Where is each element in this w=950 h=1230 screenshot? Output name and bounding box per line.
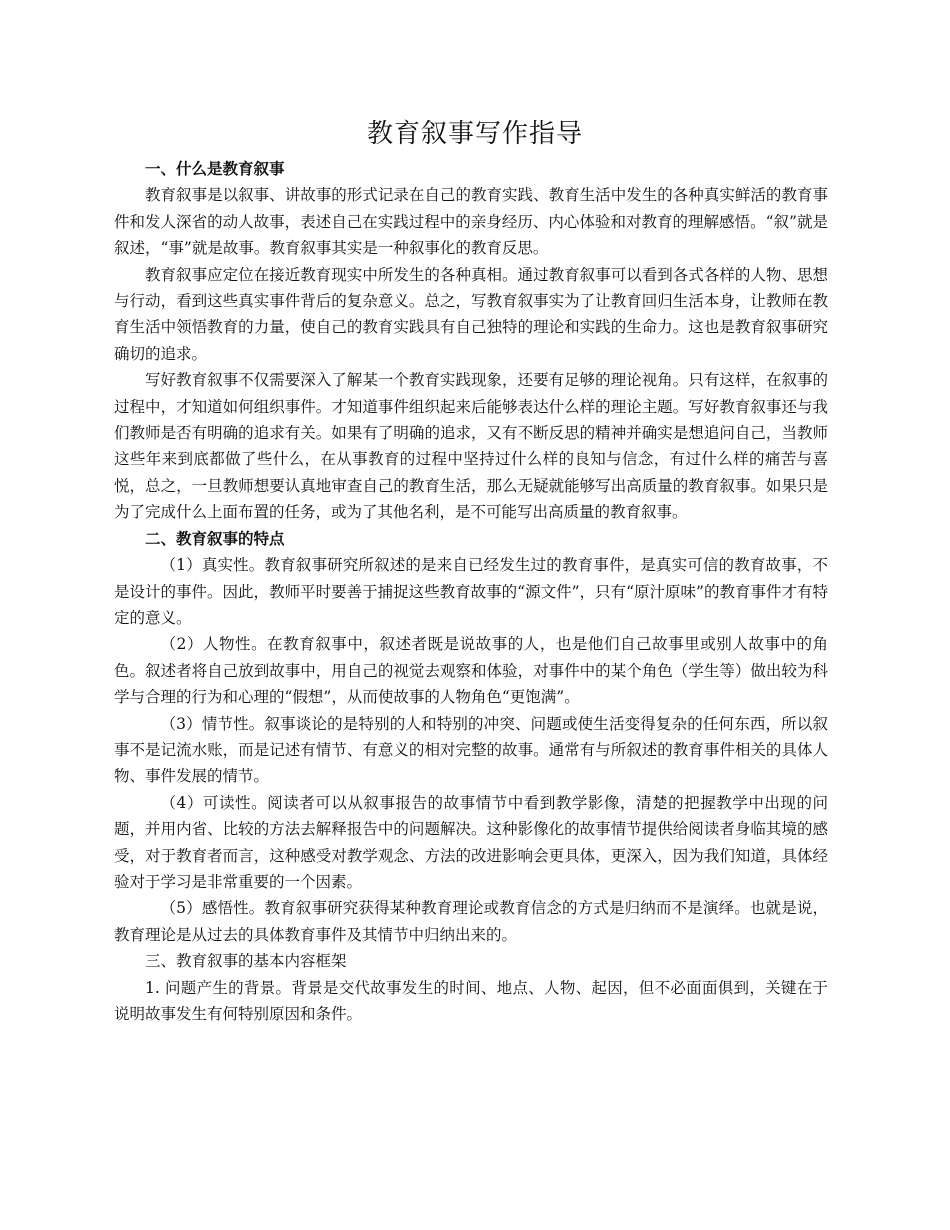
document-title: 教育叙事写作指导	[366, 119, 583, 149]
section-heading-1: 一、什么是教育叙事	[145, 159, 285, 178]
framework-item-1: 1. 问题产生的背景。背景是交代故事发生的时间、地点、人物、起因，但不必面面俱到，关键在于说明故事发生有何特别原因和条件。	[114, 978, 829, 1023]
section-1-paragraph-1: 教育叙事是以叙事、讲故事的形式记录在自己的教育实践、教育生活中发生的各种真实鲜活的教育事件和发人深省的动人故事，表述自己在实践过程中的亲身经历、内心体验和对教育的理解感悟。“叙”就是叙述，“事”就是故事。教育叙事其实是一种叙事化的教育反思。	[114, 186, 828, 258]
document-body	[114, 156, 828, 1027]
feature-item-insight: （5）感悟性。教育叙事研究获得某种教育理论或教育信念的方式是归纳而不是演绎。也就是说，教育理论是从过去的具体教育事件及其情节中归纳出来的。	[114, 899, 828, 944]
feature-item-authenticity: （1）真实性。教育叙事研究所叙述的是来自已经发生过的教育事件，是真实可信的教育故事，不是设计的事件。因此，教师平时要善于捕捉这些教育故事的“源文件”，只有“原汁原味”的教育事件才有特定的意义。	[114, 556, 828, 627]
section-1-paragraph-3: 写好教育叙事不仅需要深入了解某一个教育实践现象，还要有足够的理论视角。只有这样，在叙事的过程中，才知道如何组织事件。才知道事件组织起来后能够表达什么样的理论主题。写好教育叙事还与我们教师是否有明确的追求有关。如果有了明确的追求，又有不断反思的精神并确实是想追问自己，当教师这些年来到底都做了些什么，在从事教育的过程中坚持过什么样的良知与信念，有过什么样的痛苦与喜悦，总之，一旦教师想要认真地审查自己的教育生活，那么无疑就能够写出高质量的教育叙事。如果只是为了完成什么上面布置的任务，或为了其他名利，是不可能写出高质量的教育叙事。	[114, 371, 828, 522]
section-heading-2: 二、教育叙事的特点	[145, 528, 285, 548]
section-heading-3: 三、教育叙事的基本内容框架	[145, 952, 347, 971]
feature-item-readability: （4）可读性。阅读者可以从叙事报告的故事情节中看到教学影像，清楚的把握教学中出现的问题，并用内省、比较的方法去解释报告中的问题解决。这种影像化的故事情节提供给阅读者身临其境的感受，对于教育者而言，这种感受对教学观念、方法的改进影响会更具体，更深入，因为我们知道，具体经验对于学习是非常重要的一个因素。	[114, 793, 828, 891]
section-1-paragraph-2: 教育叙事应定位在接近教育现实中所发生的各种真相。通过教育叙事可以看到各式各样的人物、思想与行动，看到这些真实事件背后的复杂意义。总之，写教育叙事实为了让教育回归生活本身，让教师在教育生活中领悟教育的力量，使自己的教育实践具有自己独特的理论和实践的生命力。这也是教育叙事研究确切的追求。	[114, 265, 828, 363]
feature-item-plot: （3）情节性。叙事谈论的是特别的人和特别的冲突、问题或使生活变得复杂的任何东西，所以叙事不是记流水账，而是记述有情节、有意义的相对完整的故事。通常有与所叙述的教育事件相关的具体人物、事件发展的情节。	[114, 714, 828, 786]
feature-item-character: （2）人物性。在教育叙事中，叙述者既是说故事的人，也是他们自己故事里或别人故事中的角色。叙述者将自己放到故事中，用自己的视觉去观察和体验，对事件中的某个角色（学生等）做出较为科学与合理的行为和心理的“假想”，从而使故事的人物角色“更饱满”。	[114, 635, 828, 707]
